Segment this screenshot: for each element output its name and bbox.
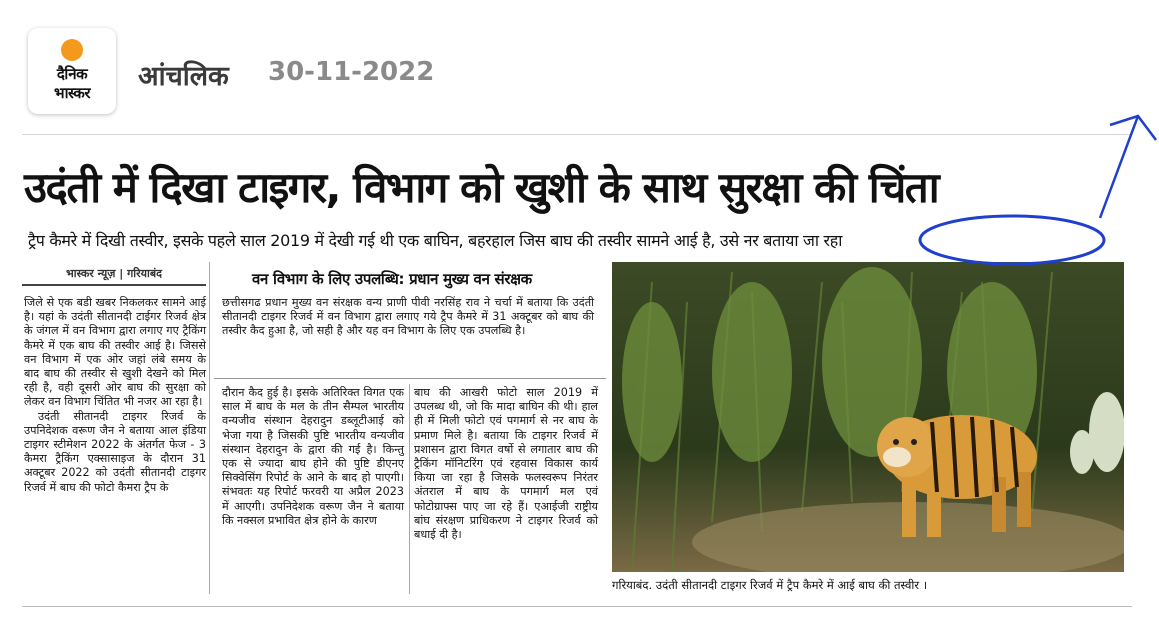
column-1-paragraph-1: जिले से एक बडी खबर निकलकर सामने आई है। यहां के उदंती सीतानदी टाईगर रिजर्व क्षेत्र के जंगल में वन विभाग द्वारा लगाए गए ट्रैकिंग कैमरे में एक बाघ की तस्वीर आई है। जिससे वन विभाग में एक ओर जहां लंबे समय के बाद बाघ की तस्वीर से खुशी देखने को मिल रही है, वही दूसरी ओर बाघ की सुरक्षा को लेकर वन विभाग चिंतित भी नजर आ रहा है। — [24, 296, 206, 409]
article-column-2: दौरान कैद हुई है। इसके अतिरिक्त विगत एक साल में बाघ के मल के तीन सैम्पल भारतीय वन्यजीव संस्थान देहरादुन डब्लूटीआई को भेजा गया है जिसकी पुष्टि भारतीय वन्यजीव संस्थान देहरादुन के द्वारा की गई है। किन्तु एक से ज्यादा बाघ होने की पुष्टि डीएनए सिक्वेसिंग रिपोर्ट के आने के बाद हो पाएगी। संभवतः यह रिपोर्ट फरवरी या अप्रैल 2023 में आएगी। उपनिदेशक वरूण जैन ने बताया कि नक्सल प्रभावित क्षेत्र होने के कारण — [222, 386, 404, 527]
article-subheadline: ट्रैप कैमरे में दिखी तस्वीर, इसके पहले साल 2019 में देखी गई थी एक बाघिन, बहरहाल जिस बाघ की तस्वीर सामने आई है, उसे नर बताया जा रहा — [28, 231, 843, 250]
article-byline: भास्कर न्यूज़ | गरियाबंद — [66, 267, 162, 280]
logo-text-line1: दैनिक — [56, 65, 88, 83]
section-label[interactable]: आंचलिक — [138, 61, 229, 92]
logo-text-line2: भास्कर — [54, 84, 90, 102]
annotation-circle — [920, 216, 1104, 264]
publish-date: 30-11-2022 — [268, 57, 435, 87]
photo-caption: गरियाबंद. उदंती सीतानदी टाइगर रिजर्व में ट्रैप कैमरे में आई बाघ की तस्वीर । — [612, 578, 928, 592]
annotation-arrow-icon — [1100, 116, 1156, 218]
box-heading: वन विभाग के लिए उपलब्धि: प्रधान मुख्य वन संरक्षक — [252, 270, 532, 288]
column-1-paragraph-2: उदंती सीतानदी टाइगर रिजर्व के उपनिदेशक वरूण जैन ने बताया आल इंडिया टाइगर स्टीमेशन 2022 के अंतर्गत फेज - 3 कैमरा ट्रैकिंग एक्सासाइज के दौरान 31 अक्टूबर 2022 को उदंती सीतानदी टाइगर रिजर्व में बाघ की फोटो कैमरा ट्रैप के — [24, 409, 206, 494]
article-column-3: बाघ की आखरी फोटो साल 2019 में उपलब्ध थी, जो कि मादा बाघिन की थी। हाल ही में मिली फोटो एवं पगमार्ग से नर बाघ के प्रमाण मिले है। बताया कि टाइगर रिजर्व में प्रशासन द्वारा विगत वर्षो से लगातार बाघ की ट्रैकिंग मॉनिटरिंग एवं रहवास विकास कार्य किया जा रहा है जिसके फलस्वरूप निरंतर अंतराल में बाघ के पगमार्ग मल एवं फोटोग्राफ्स पाए जा रहे हैं। एआईजी राष्ट्रीय बांघ संरक्षण प्राधिकरण ने टाइगर रिजर्व को बधाई दी है। — [414, 386, 598, 542]
article-headline: उदंती में दिखा टाइगर, विभाग को खुशी के साथ सुरक्षा की चिंता — [24, 163, 939, 212]
box-body: छत्तीसगढ प्रधान मुख्य वन संरक्षक वन्य प्राणी पीवी नरसिंह राव ने चर्चा में बताया कि उदंती सीतानदी टाइगर रिजर्व में वन विभाग द्वारा लगाए गये ट्रैप कैमरे में 31 अक्टूबर को बाघ की तस्वीर कैद हुआ है, जो सही है और यह वन विभाग के लिए एक उपलब्धि है। — [222, 296, 594, 338]
